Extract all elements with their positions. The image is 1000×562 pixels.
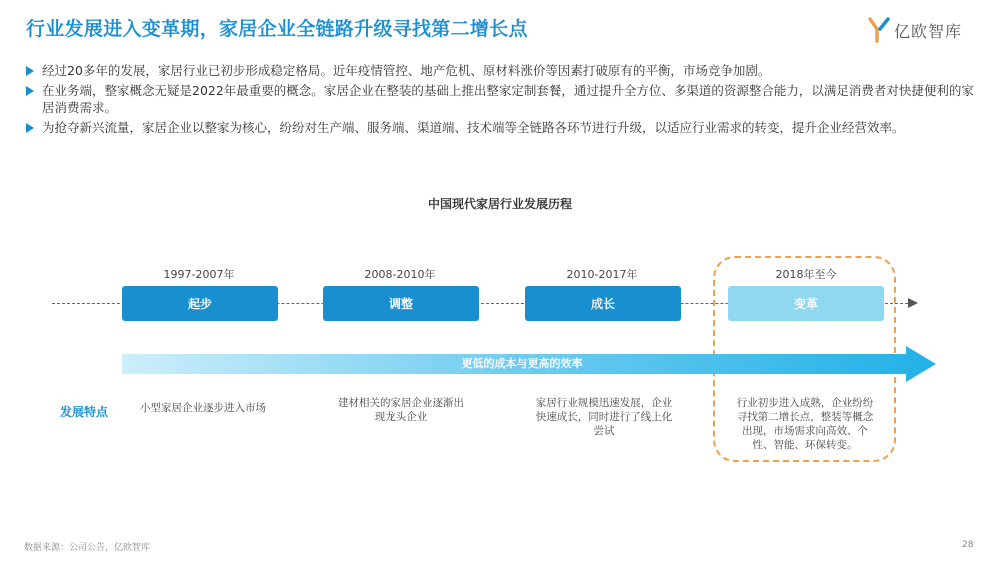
brand-logo bbox=[868, 16, 962, 44]
logo-icon bbox=[868, 17, 890, 43]
bullet-item bbox=[26, 62, 976, 79]
stage-box: 调整 bbox=[323, 286, 479, 321]
bullet-text: 为抢夺新兴流量，家居企业以整家为核心，纷纷对生产端、服务端、渠道端、技术端等全链路各环节进行升级，以适应行业需求的转变，提升企业经营效率。 bbox=[42, 120, 905, 135]
triangle-bullet-icon bbox=[26, 86, 34, 96]
page-number: 28 bbox=[962, 540, 974, 550]
stage-box: 变革 bbox=[728, 286, 884, 321]
stage-box: 起步 bbox=[122, 286, 278, 321]
feature-row-label: 发展特点 bbox=[60, 405, 109, 419]
triangle-bullet-icon bbox=[26, 66, 34, 76]
diagram-title: 中国现代家居行业发展历程 bbox=[427, 197, 572, 211]
efficiency-arrow-label: 更低的成本与更高的效率 bbox=[461, 357, 583, 370]
stage-period: 2018年至今 bbox=[775, 268, 837, 281]
bullet-item bbox=[26, 82, 976, 116]
stage-feature: 建材相关的家居企业逐渐出现龙头企业 bbox=[338, 397, 464, 423]
bullet-text: 经过20多年的发展，家居行业已初步形成稳定格局。近年疫情管控、地产危机、原材料涨价等因素打破原有的平衡，市场竞争加剧。 bbox=[42, 63, 771, 78]
stage-feature: 行业初步进入成熟，企业纷纷寻找第二增长点，整装等概念出现，市场需求向高效、个性、智能、环保转变。 bbox=[736, 397, 874, 451]
stage-feature: 家居行业规模迅速发展，企业快速成长，同时进行了线上化尝试 bbox=[535, 397, 673, 437]
timeline-arrow-icon bbox=[908, 298, 918, 308]
bullet-list bbox=[26, 62, 976, 139]
data-source: 数据来源：公司公告，亿欧智库 bbox=[24, 543, 151, 553]
triangle-bullet-icon bbox=[26, 123, 34, 133]
stage-box: 成长 bbox=[525, 286, 681, 321]
bullet-item bbox=[26, 119, 976, 136]
stage-period: 2008-2010年 bbox=[364, 268, 436, 281]
page-title: 行业发展进入变革期，家居企业全链路升级寻找第二增长点 bbox=[26, 18, 528, 40]
logo-text: 亿欧智库 bbox=[894, 21, 963, 41]
stage-period: 1997-2007年 bbox=[163, 268, 235, 281]
bullet-text: 在业务端，整家概念无疑是2022年最重要的概念。家居企业在整装的基础上推出整家定制套餐，通过提升全方位、多渠道的资源整合能力，以满足消费者对快捷便利的家居消费需求。 bbox=[42, 83, 974, 115]
stage-feature: 小型家居企业逐步进入市场 bbox=[140, 402, 266, 414]
stage-period: 2010-2017年 bbox=[566, 268, 638, 281]
